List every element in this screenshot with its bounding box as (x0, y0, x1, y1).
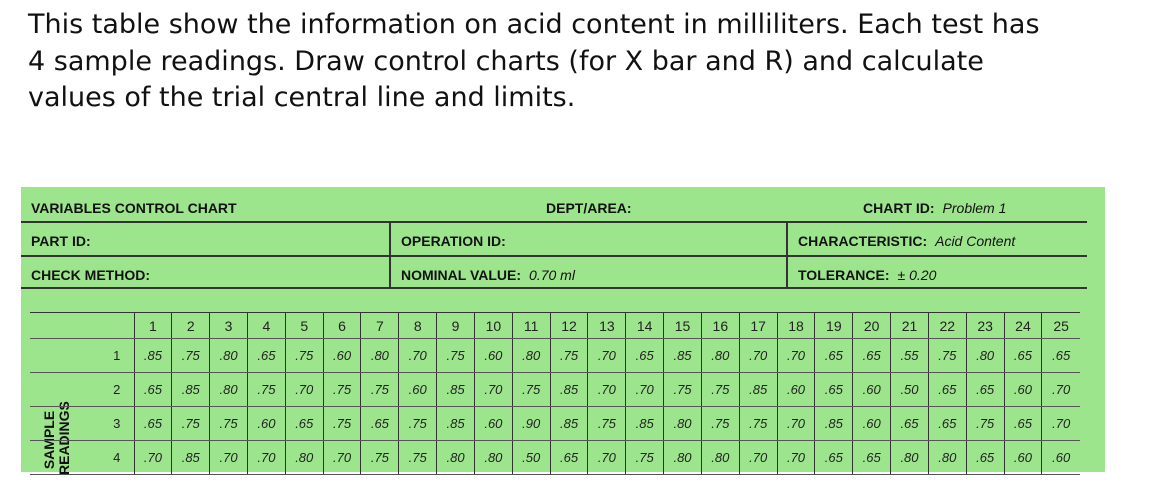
reading-cell: .80 (210, 339, 248, 373)
nominal-value: 0.70 ml (529, 267, 575, 283)
reading-cell: .75 (626, 441, 664, 475)
reading-cell: .75 (399, 441, 437, 475)
nominal-value-field (401, 267, 575, 283)
column-number: 1 (134, 313, 172, 339)
column-number: 5 (285, 313, 323, 339)
reading-cell: .60 (247, 407, 285, 441)
chart-id-label: CHART ID: (863, 200, 935, 216)
reading-cell: .85 (626, 407, 664, 441)
reading-cell: .75 (512, 373, 550, 407)
reading-cell: .65 (134, 373, 172, 407)
reading-cell: .65 (285, 407, 323, 441)
reading-cell: .75 (928, 339, 966, 373)
reading-cell: .65 (966, 373, 1004, 407)
reading-cell: .75 (361, 373, 399, 407)
reading-cell: .65 (626, 339, 664, 373)
reading-cell: .65 (247, 339, 285, 373)
header-column-divider-1 (389, 222, 391, 288)
column-number: 2 (172, 313, 210, 339)
check-method-label: CHECK METHOD: (31, 267, 150, 283)
column-number: 14 (626, 313, 664, 339)
column-number: 7 (361, 313, 399, 339)
reading-cell: .80 (285, 441, 323, 475)
row-spacer (30, 373, 100, 407)
reading-cell: .80 (891, 441, 929, 475)
column-number: 20 (853, 313, 891, 339)
column-number: 13 (588, 313, 626, 339)
reading-cell: .70 (399, 339, 437, 373)
reading-cell: .75 (588, 407, 626, 441)
reading-cell: .75 (323, 373, 361, 407)
column-number: 15 (664, 313, 702, 339)
reading-cell: .80 (664, 407, 702, 441)
reading-row (30, 441, 1080, 475)
reading-cell: .50 (512, 441, 550, 475)
reading-cell: .65 (550, 441, 588, 475)
column-number: 17 (739, 313, 777, 339)
reading-cell: .70 (1042, 373, 1080, 407)
reading-cell: .80 (361, 339, 399, 373)
reading-cell: .80 (664, 441, 702, 475)
reading-cell: .80 (928, 441, 966, 475)
sample-readings-label: SAMPLE READINGS (41, 401, 72, 475)
reading-cell: .70 (323, 441, 361, 475)
column-number: 4 (247, 313, 285, 339)
column-number: 18 (777, 313, 815, 339)
row-spacer (30, 339, 100, 373)
reading-cell: .65 (966, 441, 1004, 475)
reading-cell: .80 (210, 373, 248, 407)
header-column-divider-2 (786, 222, 788, 288)
reading-cell: .70 (588, 339, 626, 373)
column-number: 3 (210, 313, 248, 339)
column-number-row (30, 313, 1080, 339)
header-divider-1 (21, 221, 1087, 223)
tolerance-field (798, 267, 936, 283)
reading-cell: .65 (853, 441, 891, 475)
column-number: 25 (1042, 313, 1080, 339)
reading-cell: .65 (1004, 339, 1042, 373)
reading-cell: .70 (474, 373, 512, 407)
problem-statement (28, 7, 1138, 117)
reading-cell: .85 (172, 373, 210, 407)
column-number: 19 (815, 313, 853, 339)
reading-cell: .70 (588, 373, 626, 407)
reading-cell: .75 (247, 373, 285, 407)
reading-cell: .85 (172, 441, 210, 475)
reading-cell: .60 (853, 407, 891, 441)
reading-row (30, 407, 1080, 441)
tolerance-label: TOLERANCE: (798, 267, 890, 283)
reading-cell: .70 (777, 407, 815, 441)
column-number: 12 (550, 313, 588, 339)
reading-cell: .75 (361, 441, 399, 475)
reading-cell: .75 (701, 407, 739, 441)
dept-area-label: DEPT/AREA: (546, 200, 632, 216)
column-number: 8 (399, 313, 437, 339)
column-number: 6 (323, 313, 361, 339)
operation-id-label: OPERATION ID: (401, 233, 506, 249)
row-number: 1 (100, 339, 134, 373)
variables-control-chart-form (21, 187, 1105, 475)
reading-cell: .50 (891, 373, 929, 407)
reading-cell: .70 (777, 441, 815, 475)
reading-cell: .60 (1042, 441, 1080, 475)
characteristic-value: Acid Content (935, 233, 1016, 249)
reading-cell: .70 (777, 339, 815, 373)
reading-cell: .65 (1042, 339, 1080, 373)
reading-cell: .60 (853, 373, 891, 407)
reading-cell: .60 (474, 339, 512, 373)
reading-cell: .85 (815, 407, 853, 441)
chart-id-field (863, 200, 1006, 216)
corner-cell (100, 313, 134, 339)
reading-cell: .80 (701, 441, 739, 475)
reading-cell: .65 (928, 373, 966, 407)
reading-cell: .60 (323, 339, 361, 373)
reading-cell: .85 (437, 407, 475, 441)
reading-cell: .75 (664, 373, 702, 407)
header-divider-2 (21, 255, 1087, 257)
column-number: 9 (437, 313, 475, 339)
reading-cell: .70 (739, 339, 777, 373)
nominal-value-label: NOMINAL VALUE: (401, 267, 522, 283)
characteristic-field (798, 233, 1015, 249)
chart-id-value: Problem 1 (942, 200, 1007, 216)
reading-cell: .70 (739, 441, 777, 475)
reading-cell: .60 (474, 407, 512, 441)
reading-cell: .75 (701, 373, 739, 407)
reading-cell: .70 (626, 373, 664, 407)
part-id-label: PART ID: (31, 233, 91, 249)
reading-cell: .70 (134, 441, 172, 475)
problem-line-3: values of the trial central line and limits. (28, 82, 576, 113)
reading-cell: .85 (550, 407, 588, 441)
corner-cell (30, 313, 100, 339)
row-number: 4 (100, 441, 134, 475)
column-number: 23 (966, 313, 1004, 339)
reading-cell: .60 (1004, 373, 1042, 407)
reading-cell: .75 (399, 407, 437, 441)
reading-cell: .65 (815, 441, 853, 475)
column-number: 21 (891, 313, 929, 339)
column-number: 10 (474, 313, 512, 339)
reading-cell: .75 (323, 407, 361, 441)
problem-line-2: 4 sample readings. Draw control charts (for X bar and R) and calculate (28, 45, 984, 77)
reading-cell: .70 (210, 441, 248, 475)
reading-cell: .55 (891, 339, 929, 373)
reading-cell: .65 (1004, 407, 1042, 441)
reading-cell: .65 (853, 339, 891, 373)
column-number: 24 (1004, 313, 1042, 339)
reading-cell: .65 (928, 407, 966, 441)
reading-cell: .75 (210, 407, 248, 441)
column-number: 11 (512, 313, 550, 339)
reading-cell: .75 (172, 339, 210, 373)
reading-cell: .75 (437, 339, 475, 373)
reading-cell: .75 (285, 339, 323, 373)
problem-line-1: This table show the information on acid content in milliliters. Each test has (28, 9, 1040, 40)
reading-cell: .80 (474, 441, 512, 475)
reading-cell: .75 (172, 407, 210, 441)
row-number: 2 (100, 373, 134, 407)
reading-cell: .65 (815, 339, 853, 373)
reading-cell: .75 (966, 407, 1004, 441)
reading-cell: .70 (588, 441, 626, 475)
reading-row (30, 339, 1080, 373)
reading-cell: .85 (739, 373, 777, 407)
reading-cell: .65 (134, 407, 172, 441)
reading-cell: .70 (285, 373, 323, 407)
reading-cell: .70 (1042, 407, 1080, 441)
reading-cell: .65 (891, 407, 929, 441)
reading-cell: .70 (247, 441, 285, 475)
sample-readings-table (30, 312, 1080, 475)
reading-cell: .85 (664, 339, 702, 373)
reading-cell: .85 (550, 373, 588, 407)
reading-cell: .60 (777, 373, 815, 407)
reading-row (30, 373, 1080, 407)
reading-cell: .60 (1004, 441, 1042, 475)
reading-cell: .80 (437, 441, 475, 475)
reading-cell: .65 (815, 373, 853, 407)
reading-cell: .80 (966, 339, 1004, 373)
reading-cell: .85 (437, 373, 475, 407)
header-divider-3 (21, 287, 1087, 289)
reading-cell: .80 (512, 339, 550, 373)
row-spacer (30, 441, 100, 475)
column-number: 22 (928, 313, 966, 339)
reading-cell: .80 (701, 339, 739, 373)
reading-cell: .90 (512, 407, 550, 441)
form-title: VARIABLES CONTROL CHART (31, 200, 237, 216)
tolerance-value: ± 0.20 (897, 267, 937, 283)
reading-cell: .85 (134, 339, 172, 373)
reading-cell: .65 (361, 407, 399, 441)
row-spacer (30, 407, 100, 441)
column-number: 16 (701, 313, 739, 339)
reading-cell: .75 (550, 339, 588, 373)
reading-cell: .60 (399, 373, 437, 407)
row-number: 3 (100, 407, 134, 441)
characteristic-label: CHARACTERISTIC: (798, 233, 928, 249)
reading-cell: .75 (739, 407, 777, 441)
